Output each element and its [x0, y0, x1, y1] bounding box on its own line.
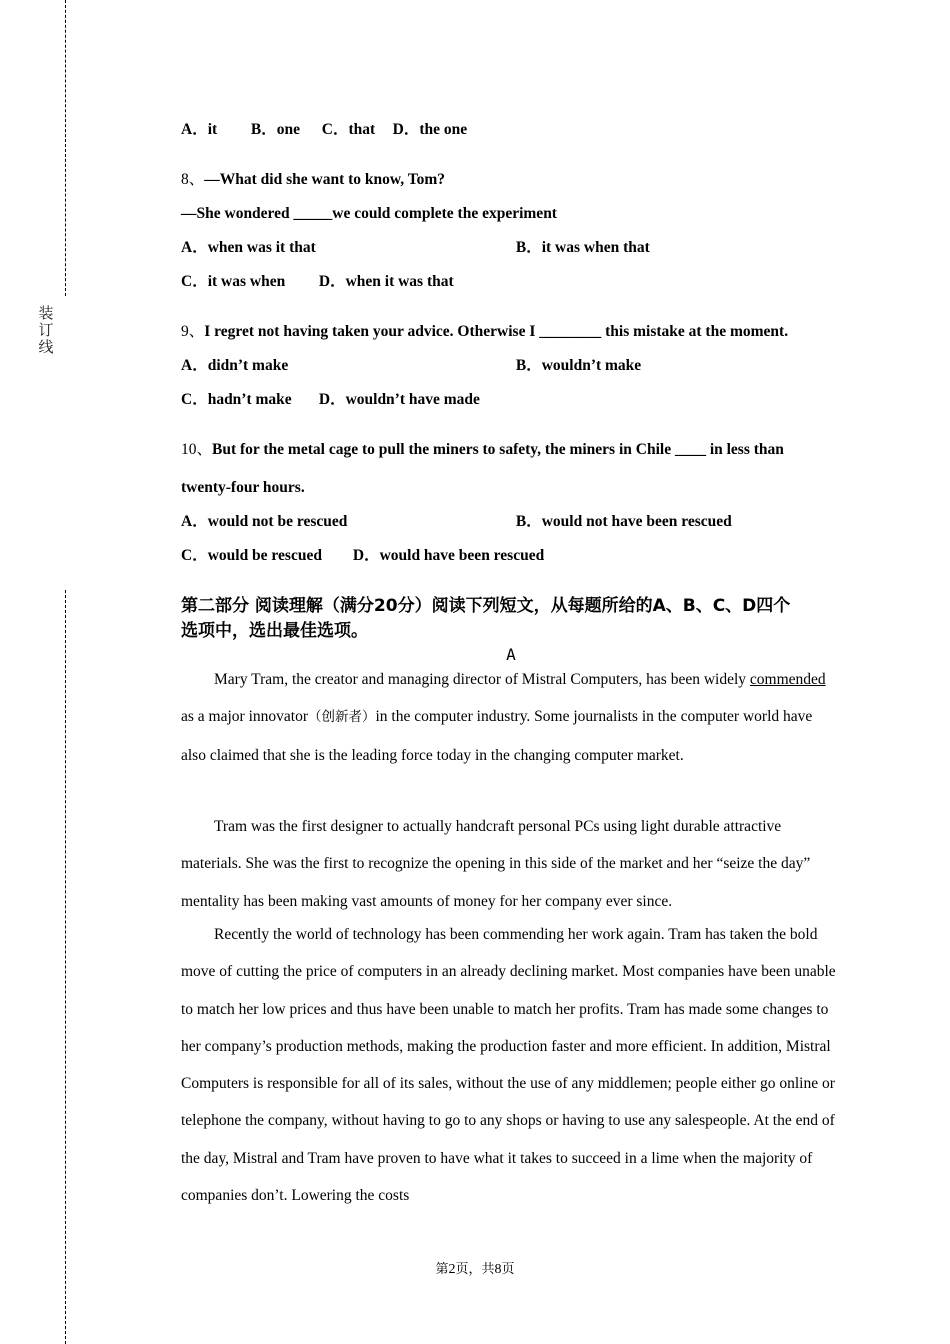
- footer-text-b: 页，共: [455, 1262, 495, 1277]
- q9-options-row1: [181, 356, 641, 376]
- q10-option-d: D．would have been rescued: [352, 547, 545, 564]
- q9-number: 9、: [181, 323, 205, 340]
- q10-stem2: twenty-four hours.: [181, 479, 305, 496]
- binding-char: 线: [38, 338, 54, 356]
- q9-stem-line: [181, 322, 788, 342]
- q8-option-a: A．when was it that: [181, 239, 316, 256]
- underlined-word: commended: [749, 671, 826, 688]
- passage-paragraph-2: Tram was the first designer to actually handcraft personal PCs using light durable attractive materials. She was the first to recognize the opening in this side of the market and her “seize the day” mentality has been making vast amounts of money for her company ever since.: [181, 818, 811, 910]
- binding-line-top: [65, 0, 66, 296]
- q8-stem2: —She wondered _____we could complete the experiment: [181, 205, 557, 222]
- footer-page-number: 2: [448, 1262, 456, 1277]
- q10-option-b: B．would not have been rescued: [515, 513, 732, 530]
- q7-option-d: D．the one: [392, 121, 468, 138]
- page-footer: [0, 1258, 950, 1278]
- q7-option-a: A．it: [181, 121, 218, 138]
- section-heading-line1: 第二部分 阅读理解（满分20分）阅读下列短文，从每题所给的A、B、C、D四个: [181, 596, 791, 616]
- passage-paragraph-3: Recently the world of technology has been commending her work again. Tram has taken the bold move of cutting the price of computers in an already declining market. Most companies have been unable to match her low prices and thus have been unable to match her profits. Tram has made some changes to her company’s production methods, making the production faster and more efficient. In addition, Mistral Computers is responsible for all of its sales, without the use of any middlemen; people either go online or telephone the company, without having to go to any shops or having to use any salespeople. At the end of the day, Mistral and Tram have proven to have what it takes to succeed in a lime when the majority of companies don’t. Lowering the costs: [181, 926, 836, 1205]
- q10-options-row1: [181, 512, 732, 532]
- section-heading-line2: 选项中，选出最佳选项。: [181, 621, 368, 641]
- section-heading: [181, 594, 841, 644]
- q10-option-a: A．would not be rescued: [181, 513, 348, 530]
- p1-mid: as a major innovator: [181, 708, 308, 726]
- binding-char: 订: [38, 321, 54, 339]
- q9-option-c: C．hadn’t make: [181, 391, 292, 408]
- q8-option-c: C．it was when: [181, 273, 286, 290]
- q9-option-a: A．didn’t make: [181, 357, 289, 374]
- binding-line-bottom: [65, 590, 66, 1344]
- q10-stem1: But for the metal cage to pull the miners to safety, the miners in Chile ____ in less than: [212, 441, 784, 458]
- q10-stem-line1: [181, 440, 784, 460]
- p1-end: in the computer industry. Some journalists in the computer world have also claimed that she is the leading force today in the changing computer market.: [181, 708, 813, 764]
- q8-options-row2: [181, 272, 454, 292]
- q8-stem-line1: [181, 170, 445, 190]
- q10-number: 10、: [181, 441, 213, 458]
- q7-option-c: C．that: [321, 121, 376, 138]
- q8-options-row1: [181, 238, 650, 258]
- q9-option-d: D．wouldn’t have made: [318, 391, 480, 408]
- q8-number: 8、: [181, 171, 205, 188]
- binding-char: 装: [38, 304, 54, 322]
- q9-option-b: B．wouldn’t make: [515, 357, 642, 374]
- binding-label: [38, 305, 54, 356]
- q7-options: [181, 120, 467, 140]
- footer-total-pages: 8: [494, 1262, 502, 1277]
- q9-stem: I regret not having taken your advice. Otherwise I ________ this mistake at the moment.: [204, 323, 789, 340]
- passage-paragraph-1: [181, 661, 841, 774]
- footer-text-a: 第: [435, 1262, 449, 1277]
- q10-option-c: C．would be rescued: [181, 547, 322, 564]
- q10-options-row2: [181, 546, 544, 566]
- q8-option-b: B．it was when that: [515, 239, 650, 256]
- q8-stem1: —What did she want to know, Tom?: [204, 171, 446, 188]
- q8-option-d: D．when it was that: [318, 273, 454, 290]
- p1-gloss: （创新者）: [307, 709, 376, 726]
- p1-start: Mary Tram, the creator and managing director of Mistral Computers, has been widely: [214, 671, 750, 688]
- q7-option-b: B．one: [250, 121, 300, 138]
- passage-label: A: [506, 645, 516, 664]
- q9-options-row2: [181, 390, 480, 410]
- footer-text-c: 页: [501, 1262, 515, 1277]
